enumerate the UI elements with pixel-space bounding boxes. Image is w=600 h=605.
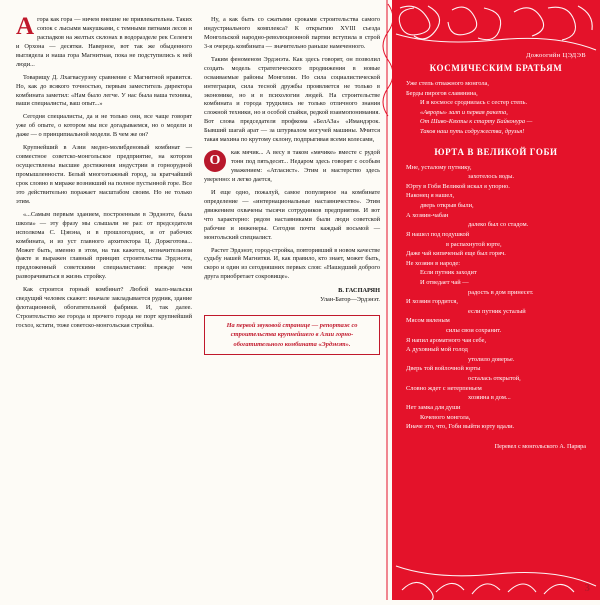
poem-body-1 — [406, 79, 586, 137]
paragraph — [16, 286, 192, 331]
ornament-top-left — [392, 0, 600, 54]
poem-line: Мясом вяленым — [406, 317, 450, 325]
poem-line: осталась открытой, — [468, 375, 521, 383]
poem-line: А духовный мой голод — [406, 346, 468, 354]
paragraph — [204, 149, 380, 185]
paragraph — [204, 247, 380, 283]
paragraph-text: Ну, а как быть со сжатыми сроками строительства самого индустриального комплекса? К открытию XVIII съезда Монгольской народно-революционной партии вступила в строй 3-я очередь комбината — значительно раньше намеченного. — [204, 16, 380, 50]
poem-line: «Авроры» залп и первая ракета, — [420, 108, 508, 116]
article-column-2 — [204, 16, 380, 590]
poem-line: Юрту в Гоби Великой искал я упорно. — [406, 182, 510, 190]
poem-line: в распахнутой юрте, — [446, 240, 502, 248]
paragraph — [204, 189, 380, 243]
poem-line: далеко был со стадом. — [468, 221, 529, 229]
poem-line: если путник усталый — [468, 307, 526, 315]
paragraph — [16, 211, 192, 283]
paragraph — [204, 16, 380, 52]
poem-line: Если путник заходит — [420, 269, 477, 277]
paragraph-text: гора как гора — ничем внешне не привлекательна. Таких сопок с лысыми макушками, с темными пятнами лесов и распадков на желтых склонах в водоразделе рек Селенги и Орхона — десятки. Наверное, вот так же обыденного выглядела и наша гора Магнитная, пока не подступились к ней люди... — [16, 16, 192, 68]
paragraph-text: Товарищу Д. Лхагвасурэну сравнение с Магнитной нравится. Но, как до всякого точностью, первым заместитель директора комбината заметил: «Нам было легче. У нас была ваша техника, ваши специалисты, ваш опыт...» — [16, 73, 192, 108]
signature-author: В. ГАСПАРЯН — [338, 287, 380, 295]
poem-line: утолило доверье. — [468, 355, 515, 363]
paragraph — [16, 74, 192, 110]
poem-body-2 — [406, 163, 586, 432]
poem-line: хозяина в дом... — [468, 394, 511, 402]
poem-line: Я напил ароматного чая себе, — [406, 336, 487, 344]
paragraph-text: Сегодня специалисты, да и не только они, все чаще говорят уже об опыте, о котором мы все догадываемся, но о модели и даже — о принципиальной модели. В чем же он? — [16, 113, 192, 139]
poem-line: силы свои сохранит. — [446, 327, 502, 335]
paragraph-text: «...Самым первым зданием, построенным в Эрдэнэте, была школа» — эту фразу мы слышали не раз: от председателя исполкома С. Цэвэна, и в прошлогодних, и от рабочих комбината, и из уст главного архитектора Ц. Доржготова... Может быть, именно в этом, на так кажется, незначительном факте и выражен главный принцип строительства Эрдэнэта, предложенный советскими специалистами: прежде чем разворачиваться в жизнь стройку. — [16, 210, 192, 281]
poem-line: Берды пирогов славянина, — [406, 89, 478, 97]
poem-title-1: КОСМИЧЕСКИМ БРАТЬЯМ — [429, 63, 563, 73]
poem-line: Иначе это, что, Гоби выйти юрту вдали. — [406, 423, 515, 431]
drop-cap: А — [16, 13, 35, 40]
poem-line: Я нашел под подушкой — [406, 230, 470, 238]
poem-line: И в космосе сроднилась с сестер степь. — [420, 99, 528, 107]
poem-line: От Шиво-Кяхты к старту Байконура — — [420, 118, 533, 126]
poetry-panel — [392, 0, 600, 600]
poem-line: Таков наш путь содружества, друзья! — [420, 128, 525, 136]
poem-line: Даже чай кипяченый еще был горяч. — [406, 250, 506, 258]
poem-line: Нет замка для души — [406, 403, 461, 411]
paragraph-text: И еще одно, пожалуй, самое популярное на комбинате определение — «интернациональные наставничество». Этим движением охвачены тысячи сотрудников предприятия. И вот что характерно: рядом наставниками были люди советской рабочие и инженеры. Сегодня почти каждый восьмой — монгольский специалист. — [204, 188, 380, 241]
ornament-bottom-left — [392, 554, 600, 600]
paragraph — [204, 56, 380, 145]
paragraph-text: Растет Эрдэнэт, город-стройка, повторивший в новом качестве судьбу нашей Магнитки. И, как правило, кто знает, может быть, скоро и один из сегодняшних первых слов: «Нашедший доброго друга приобретает сокровище». — [204, 246, 380, 281]
paragraph-text: как мячик... А весу в таком «мячике» вместе с рудой тонн под пятьдесят... Недаром здесь говорят с особым уважением: «Атласист». Этим и мастерство здесь уверенно: и легко дается, — [204, 149, 380, 183]
translator-credit: Перевел с монгольского А. Паряра — [494, 442, 586, 450]
poem-line: А хозяин-чабан — [406, 211, 449, 219]
paragraph — [16, 13, 192, 70]
poem-line: захотелось воды. — [468, 173, 515, 181]
paragraph — [16, 113, 192, 140]
poet-name: Дожоогийн ЦЭДЭВ — [525, 52, 586, 59]
poem-line: Не хозяин в народе: — [406, 259, 461, 267]
editorial-note: На первой звуковой странице — репортаж со строительства крупнейшего в Азии горно-обогатительного комбината «Эрдэнэт». — [204, 315, 380, 355]
poem-line: И отведает чай — — [420, 278, 469, 286]
article-signature — [204, 287, 380, 305]
poem-line: радость в дом принесет. — [468, 288, 534, 296]
article-column-1 — [16, 13, 192, 590]
poem-line: Кочевого монгола, — [420, 413, 471, 421]
poem-title-2: ЮРТА В ВЕЛИКОЙ ГОБИ — [434, 146, 558, 157]
page-number: 3 — [584, 582, 590, 594]
paragraph-text: Как строится горный комбинат? Любой мало-мальски сведущий человек скажет: вначале закладывается рудник, здание флотационной, обогатительной фабрики. И, так далее. Строительство же города и прочего города не порт крупнейший госхоз, кстати, тоже советско-монгольская стройка. — [16, 286, 192, 329]
paragraph-text: Таким феноменом Эрдэнэта. Как здесь говорят, он позволил создать модель стратегического продвижения в новые осваиваемые районы Монголии. Но сила социалистической интеграции, сила тесной дружбы проявляется не только в экономике, но и в психологии людей. На строительстве комбината и города трудились не только отличного знания сложной техники, но и особой спайки, редкой взаимопонимания. Вот слова председателя профкома «БелАЗа» «Имандэрок. Бывший шагай арат — за штурвалом могучей машины. Мчится такая махина по крутому склону, подпрыгивая всеми колесами, — [204, 55, 380, 144]
paragraph — [16, 144, 192, 207]
signature-city: Улан-Батор—Эрдэнэт. — [320, 296, 380, 304]
poem-line: Дверь той войлочной юрты — [406, 365, 481, 373]
poem-line: дверь открыв были, — [420, 202, 474, 210]
poem-line: Словно ждет с нетерпеньем — [406, 384, 482, 392]
poem-line: Наконец я нашел, — [406, 192, 455, 200]
poem-line: Уже степь отважного монгола, — [406, 80, 489, 87]
initial-circle: О — [204, 150, 226, 172]
poem-line: И хозяин гордится, — [406, 298, 458, 306]
poem-line: Мне, усталому путнику, — [406, 163, 472, 171]
paragraph-text: Крупнейший в Азии медно-молибденовый комбинат — совместное советско-монгольское предприятие, на котором осуществлены высшие достижения индустрии в горнорудной промышленности. Белый многоэтажный город, за кратчайший срок словно в мираже возникший на полное пустынной горе. Все это действительно поражает масштабом своим. Но не только этим. — [16, 144, 192, 205]
